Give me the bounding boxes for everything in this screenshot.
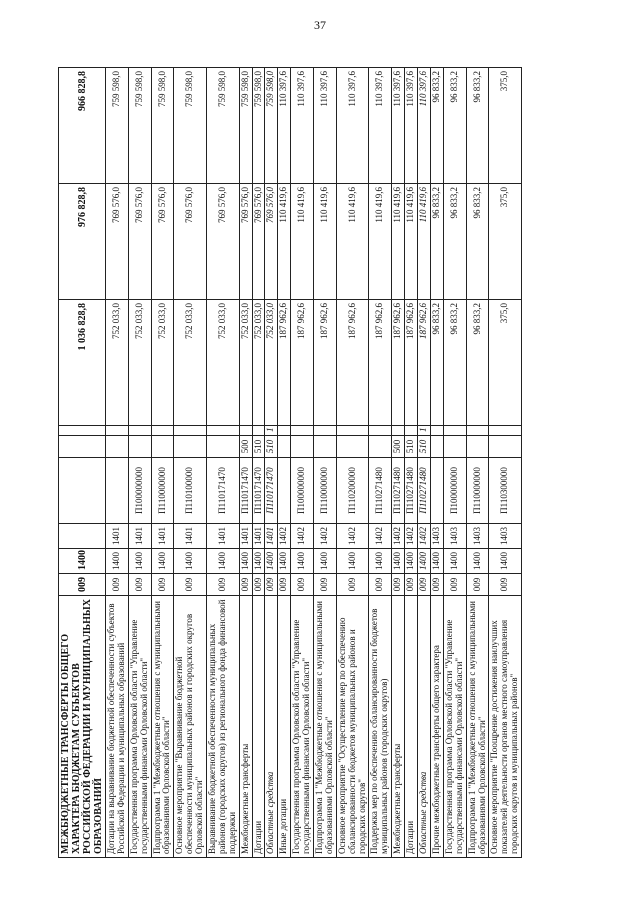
flag-cell [489,426,522,436]
flag-cell [443,426,466,436]
row-name-cell: Иные дотации [278,596,291,858]
expense-type-cell [466,436,489,458]
table-row [106,68,129,858]
target-article-cell: П110271480 [405,458,418,524]
amount-year2-cell: 110 419,6 [392,184,405,300]
subsection-code-cell: 1402 [336,524,369,549]
amount-year3-cell: 110 397,6 [336,68,369,184]
amount-year2-cell: 110 419,6 [278,184,291,300]
amount-year3-cell: 96 833,2 [443,68,466,184]
amount-year2-cell: 110 419,6 [291,184,314,300]
row-name-cell: Основное мероприятие "Выравнивание бюджетной обеспеченности муниципальных районов и городских округов Орловской области" [174,596,207,858]
amount-year3-cell: 110 397,6 [314,68,337,184]
row-name-cell: МЕЖБЮДЖЕТНЫЕ ТРАНСФЕРТЫ ОБЩЕГО ХАРАКТЕРА БЮДЖЕТАМ СУБЪЕКТОВ РОССИЙСКОЙ ФЕДЕРАЦИИ И МУНИЦИПАЛЬНЫХ ОБРАЗОВАНИЙ [59,596,106,858]
grbs-code-cell: 009 [314,574,337,596]
expense-type-cell [59,436,106,458]
expense-type-cell [106,436,129,458]
flag-cell [369,426,392,436]
amount-year1-cell: 752 033,0 [239,300,252,426]
section-code-cell: 1400 [207,549,240,574]
amount-year2-cell: 110 419,6 [369,184,392,300]
table-row [265,68,278,858]
amount-year2-cell: 769 576,0 [252,184,265,300]
grbs-code-cell: 009 [151,574,174,596]
row-name-cell: Государственная программа Орловской области "Управление государственными финансами Орловской области" [291,596,314,858]
subsection-code-cell: 1403 [489,524,522,549]
table-row [392,68,405,858]
row-name-cell: Дотации на выравнивание бюджетной обеспеченности субъектов Российской Федерации и муниципальных образований [106,596,129,858]
amount-year1-cell: 187 962,6 [336,300,369,426]
expense-type-cell [489,436,522,458]
target-article-cell: П110300000 [489,458,522,524]
amount-year3-cell: 759 598,0 [239,68,252,184]
amount-year3-cell: 110 397,6 [418,68,431,184]
subsection-code-cell: 1401 [252,524,265,549]
grbs-code-cell: 009 [239,574,252,596]
flag-cell [106,426,129,436]
table-row [59,68,106,858]
amount-year1-cell: 96 833,2 [466,300,489,426]
section-code-cell: 1400 [252,549,265,574]
section-code-cell: 1400 [314,549,337,574]
table-row [278,68,291,858]
target-article-cell [430,458,443,524]
amount-year1-cell: 187 962,6 [314,300,337,426]
section-code-cell: 1400 [106,549,129,574]
table-row [369,68,392,858]
section-code-cell: 1400 [239,549,252,574]
target-article-cell: П110000000 [151,458,174,524]
row-name-cell: Поддержка мер по обеспечению сбалансированности бюджетов муниципальных районов (городских округов) [369,596,392,858]
grbs-code-cell: 009 [369,574,392,596]
amount-year1-cell: 752 033,0 [106,300,129,426]
flag-cell [405,426,418,436]
amount-year1-cell: 375,0 [489,300,522,426]
table-row [291,68,314,858]
amount-year3-cell: 96 833,2 [430,68,443,184]
flag-cell: 1 [265,426,278,436]
amount-year3-cell: 759 598,0 [207,68,240,184]
section-code-cell: 1400 [128,549,151,574]
table-row [430,68,443,858]
expense-type-cell [151,436,174,458]
amount-year1-cell: 752 033,0 [207,300,240,426]
target-article-cell: П110171470 [265,458,278,524]
grbs-code-cell: 009 [59,574,106,596]
table-row [252,68,265,858]
page-number: 37 [314,18,326,32]
section-code-cell: 1400 [151,549,174,574]
subsection-code-cell: 1403 [430,524,443,549]
grbs-code-cell: 009 [336,574,369,596]
target-article-cell: П110100000 [174,458,207,524]
expense-type-cell: 500 [392,436,405,458]
row-name-cell: Областные средства [418,596,431,858]
subsection-code-cell [59,524,106,549]
amount-year2-cell: 96 833,2 [430,184,443,300]
amount-year2-cell: 96 833,2 [466,184,489,300]
amount-year3-cell: 110 397,6 [369,68,392,184]
section-code-cell: 1400 [278,549,291,574]
amount-year1-cell: 752 033,0 [128,300,151,426]
grbs-code-cell: 009 [466,574,489,596]
section-code-cell: 1400 [443,549,466,574]
subsection-code-cell: 1401 [151,524,174,549]
grbs-code-cell: 009 [392,574,405,596]
expense-type-cell [207,436,240,458]
amount-year3-cell: 759 598,0 [174,68,207,184]
amount-year3-cell: 759 598,0 [128,68,151,184]
subsection-code-cell: 1402 [392,524,405,549]
amount-year2-cell: 769 576,0 [207,184,240,300]
amount-year1-cell: 752 033,0 [252,300,265,426]
row-name-cell: Прочие межбюджетные трансферты общего характера [430,596,443,858]
expense-type-cell [291,436,314,458]
target-article-cell: П100000000 [443,458,466,524]
flag-cell [239,426,252,436]
section-code-cell: 1400 [489,549,522,574]
target-article-cell: П110171470 [207,458,240,524]
subsection-code-cell: 1403 [443,524,466,549]
table-row [314,68,337,858]
amount-year3-cell: 110 397,6 [392,68,405,184]
expense-type-cell [278,436,291,458]
amount-year1-cell: 187 962,6 [278,300,291,426]
budget-table [58,67,522,858]
table-row [466,68,489,858]
subsection-code-cell: 1401 [239,524,252,549]
row-name-cell: Государственная программа Орловской области "Управление государственными финансами Орловской области" [128,596,151,858]
target-article-cell: П110271480 [418,458,431,524]
target-article-cell: П110171470 [252,458,265,524]
table-row [405,68,418,858]
section-code-cell: 1400 [405,549,418,574]
flag-cell [128,426,151,436]
section-code-cell: 1400 [392,549,405,574]
target-article-cell: П100000000 [291,458,314,524]
section-code-cell: 1400 [369,549,392,574]
flag-cell [151,426,174,436]
amount-year1-cell: 96 833,2 [443,300,466,426]
subsection-code-cell: 1402 [278,524,291,549]
amount-year1-cell: 187 962,6 [291,300,314,426]
target-article-cell: П110271480 [369,458,392,524]
flag-cell: 1 [418,426,431,436]
section-code-cell: 1400 [174,549,207,574]
target-article-cell: П100000000 [128,458,151,524]
amount-year3-cell: 759 598,0 [265,68,278,184]
section-code-cell: 1400 [466,549,489,574]
grbs-code-cell: 009 [252,574,265,596]
row-name-cell: Выравнивание бюджетной обеспеченности муниципальных районов (городских округов) из регионального фонда финансовой поддержки [207,596,240,858]
row-name-cell: Подпрограмма 1 "Межбюджетные отношения с муниципальными образованиями Орловской области" [151,596,174,858]
table-row [174,68,207,858]
target-article-cell [59,458,106,524]
flag-cell [392,426,405,436]
section-code-cell: 1400 [265,549,278,574]
amount-year3-cell: 759 598,0 [151,68,174,184]
expense-type-cell: 500 [239,436,252,458]
amount-year3-cell: 759 598,0 [106,68,129,184]
amount-year3-cell: 375,0 [489,68,522,184]
grbs-code-cell: 009 [430,574,443,596]
expense-type-cell: 510 [252,436,265,458]
amount-year2-cell: 110 419,6 [336,184,369,300]
amount-year1-cell: 187 962,6 [405,300,418,426]
table-row [336,68,369,858]
grbs-code-cell: 009 [405,574,418,596]
amount-year2-cell: 769 576,0 [265,184,278,300]
flag-cell [466,426,489,436]
grbs-code-cell: 009 [128,574,151,596]
amount-year3-cell: 966 828,8 [59,68,106,184]
expense-type-cell [369,436,392,458]
table-row [239,68,252,858]
amount-year3-cell: 110 397,6 [278,68,291,184]
amount-year1-cell: 752 033,0 [265,300,278,426]
expense-type-cell: 510 [265,436,278,458]
subsection-code-cell: 1401 [207,524,240,549]
grbs-code-cell: 009 [207,574,240,596]
target-article-cell: П110171470 [239,458,252,524]
flag-cell [174,426,207,436]
row-name-cell: Государственная программа Орловской области "Управление государственными финансами Орловской области" [443,596,466,858]
flag-cell [278,426,291,436]
table-row [418,68,431,858]
subsection-code-cell: 1401 [265,524,278,549]
target-article-cell [106,458,129,524]
amount-year1-cell: 187 962,6 [392,300,405,426]
amount-year2-cell: 375,0 [489,184,522,300]
grbs-code-cell: 009 [106,574,129,596]
row-name-cell: Дотации [405,596,418,858]
amount-year1-cell: 96 833,2 [430,300,443,426]
amount-year2-cell: 110 419,6 [314,184,337,300]
expense-type-cell: 510 [405,436,418,458]
row-name-cell: Основное мероприятие "Поощрение достижения наилучших показателей деятельности органов местного самоуправления городских округов и муниципальных районов" [489,596,522,858]
amount-year3-cell: 759 598,0 [252,68,265,184]
flag-cell [207,426,240,436]
amount-year1-cell: 752 033,0 [151,300,174,426]
amount-year3-cell: 96 833,2 [466,68,489,184]
expense-type-cell [314,436,337,458]
flag-cell [252,426,265,436]
amount-year1-cell: 187 962,6 [369,300,392,426]
table-row [128,68,151,858]
grbs-code-cell: 009 [443,574,466,596]
expense-type-cell [174,436,207,458]
grbs-code-cell: 009 [265,574,278,596]
section-code-cell: 1400 [336,549,369,574]
amount-year2-cell: 96 833,2 [443,184,466,300]
amount-year1-cell: 752 033,0 [174,300,207,426]
grbs-code-cell: 009 [278,574,291,596]
amount-year1-cell: 1 036 828,8 [59,300,106,426]
grbs-code-cell: 009 [489,574,522,596]
row-name-cell: Подпрограмма 1 "Межбюджетные отношения с муниципальными образованиями Орловской области" [314,596,337,858]
target-article-cell [278,458,291,524]
subsection-code-cell: 1403 [466,524,489,549]
subsection-code-cell: 1402 [405,524,418,549]
amount-year2-cell: 976 828,8 [59,184,106,300]
section-code-cell: 1400 [291,549,314,574]
flag-cell [59,426,106,436]
row-name-cell: Основное мероприятие "Осуществление мер по обеспечению сбалансированности бюджетов муниципальных районов и городских округов" [336,596,369,858]
amount-year2-cell: 110 419,6 [405,184,418,300]
row-name-cell: Дотации [252,596,265,858]
amount-year1-cell: 187 962,6 [418,300,431,426]
target-article-cell: П110000000 [314,458,337,524]
flag-cell [430,426,443,436]
grbs-code-cell: 009 [174,574,207,596]
section-code-cell: 1400 [59,549,106,574]
grbs-code-cell: 009 [291,574,314,596]
expense-type-cell [443,436,466,458]
table-row [489,68,522,858]
subsection-code-cell: 1402 [314,524,337,549]
amount-year2-cell: 110 419,6 [418,184,431,300]
table-row [151,68,174,858]
target-article-cell: П110200000 [336,458,369,524]
subsection-code-cell: 1402 [291,524,314,549]
section-code-cell: 1400 [418,549,431,574]
target-article-cell: П110000000 [466,458,489,524]
amount-year3-cell: 110 397,6 [405,68,418,184]
flag-cell [291,426,314,436]
flag-cell [314,426,337,436]
expense-type-cell [128,436,151,458]
subsection-code-cell: 1402 [418,524,431,549]
row-name-cell: Подпрограмма 1 "Межбюджетные отношения с муниципальными образованиями Орловской области" [466,596,489,858]
target-article-cell: П110271480 [392,458,405,524]
amount-year2-cell: 769 576,0 [239,184,252,300]
grbs-code-cell: 009 [418,574,431,596]
row-name-cell: Межбюджетные трансферты [392,596,405,858]
row-name-cell: Межбюджетные трансферты [239,596,252,858]
expense-type-cell [336,436,369,458]
row-name-cell: Областные средства [265,596,278,858]
subsection-code-cell: 1401 [174,524,207,549]
subsection-code-cell: 1401 [106,524,129,549]
flag-cell [336,426,369,436]
amount-year3-cell: 110 397,6 [291,68,314,184]
expense-type-cell [430,436,443,458]
amount-year2-cell: 769 576,0 [128,184,151,300]
amount-year2-cell: 769 576,0 [106,184,129,300]
subsection-code-cell: 1401 [128,524,151,549]
rotated-table-container [58,68,588,858]
expense-type-cell: 510 [418,436,431,458]
table-row [443,68,466,858]
table-row [207,68,240,858]
amount-year2-cell: 769 576,0 [151,184,174,300]
amount-year2-cell: 769 576,0 [174,184,207,300]
subsection-code-cell: 1402 [369,524,392,549]
section-code-cell: 1400 [430,549,443,574]
